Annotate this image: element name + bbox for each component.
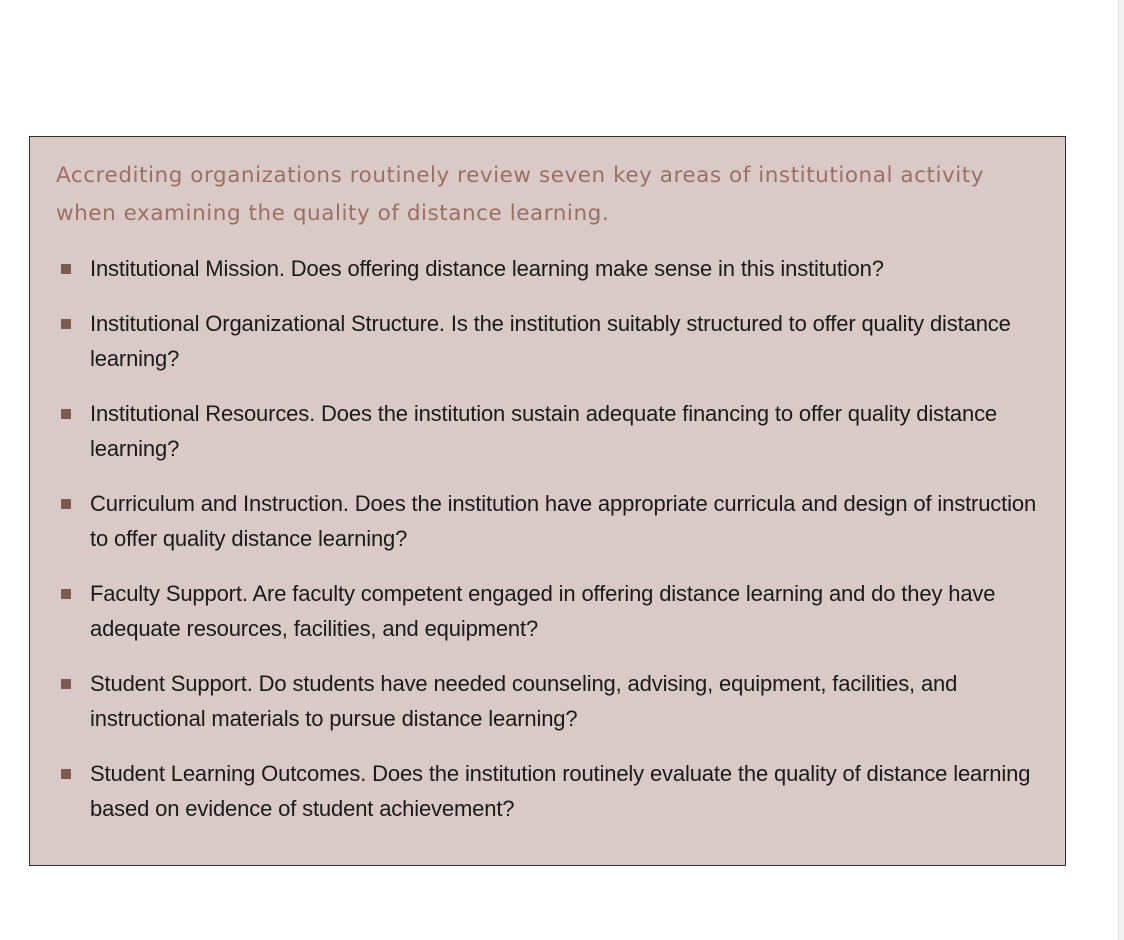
scrollbar-track[interactable] [1118, 0, 1124, 940]
callout-intro: Accrediting organizations routinely review seven key areas of institutional activity when examining the quality of distance learning. [56, 163, 985, 226]
list-item-text: Faculty Support. Are faculty competent engaged in offering distance learning and do they have adequate resources, facilities, and equipment? [90, 581, 996, 641]
list-item [56, 396, 1039, 466]
list-item-text: Institutional Resources. Does the institution sustain adequate financing to offer quality distance learning? [90, 401, 998, 461]
list-item-text: Student Learning Outcomes. Does the institution routinely evaluate the quality of distance learning based on evidence of student achievement? [90, 761, 1031, 821]
square-bullet-icon [61, 264, 71, 274]
list-item-text: Curriculum and Instruction. Does the institution have appropriate curricula and design of instruction to offer quality distance learning? [90, 491, 1037, 551]
list-item-text: Institutional Mission. Does offering distance learning make sense in this institution? [90, 256, 884, 281]
square-bullet-icon [61, 589, 71, 599]
list-item [56, 486, 1039, 556]
list-item [56, 666, 1039, 736]
square-bullet-icon [61, 769, 71, 779]
list-item-text: Student Support. Do students have needed counseling, advising, equipment, facilities, and instructional materials to pursue distance learning? [90, 671, 958, 731]
square-bullet-icon [61, 319, 71, 329]
list-item [56, 251, 1039, 286]
key-areas-list [56, 251, 1039, 826]
square-bullet-icon [61, 679, 71, 689]
square-bullet-icon [61, 409, 71, 419]
square-bullet-icon [61, 499, 71, 509]
callout-box [29, 136, 1066, 866]
list-item [56, 576, 1039, 646]
list-item [56, 756, 1039, 826]
list-item-text: Institutional Organizational Structure. Is the institution suitably structured to offer quality distance learning? [90, 311, 1011, 371]
list-item [56, 306, 1039, 376]
